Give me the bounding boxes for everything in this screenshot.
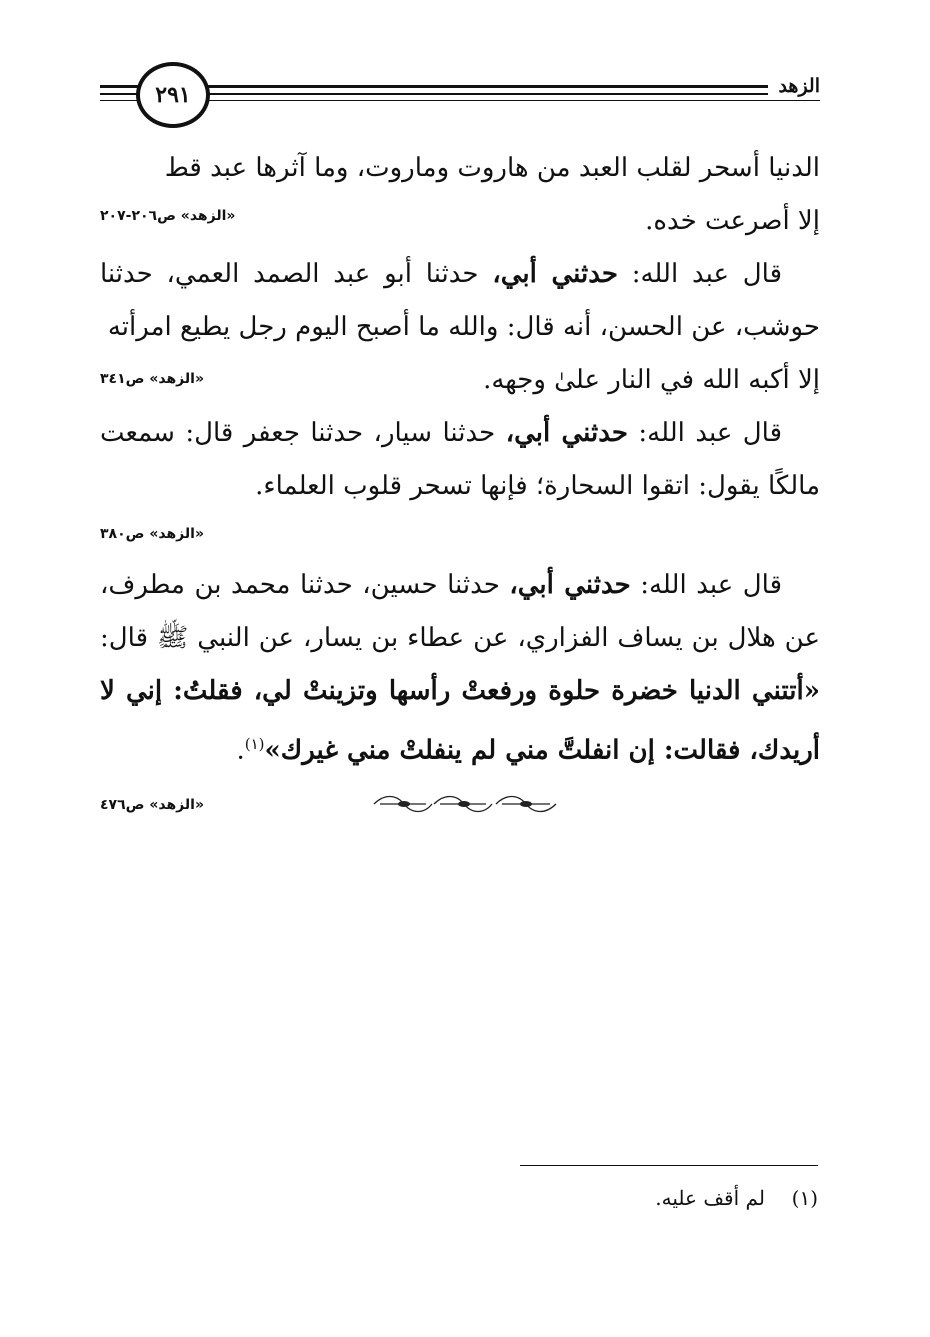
paragraph-2 <box>100 248 820 354</box>
hadith-quote: «أتتني الدنيا خضرة حلوة ورفعتْ رأسها وتزينتْ لي، فقلتُ: إني لا أريدك، فقالت: إن انفلتَّ مني لم ينفلتْ مني غيرك» <box>100 676 820 766</box>
page-header <box>100 60 820 130</box>
footnote-text: لم أقف عليه. <box>655 1186 765 1210</box>
footnote-separator <box>520 1165 818 1166</box>
narrator-prefix: قال عبد الله: <box>638 418 783 448</box>
source-reference: «الزهد» ص٣٤١ <box>100 371 204 387</box>
footnote-1 <box>655 1180 818 1216</box>
narrator-prefix: قال عبد الله: <box>640 570 783 600</box>
paragraph-3 <box>100 407 820 513</box>
paragraph-text: حدثنا أبو عبد الصمد العمي، حدثنا حوشب، عن الحسن، أنه قال: والله ما أصبح اليوم رجل يطيع امرأته <box>100 259 820 342</box>
paragraph-end-row <box>100 195 820 248</box>
paragraph-text: إلا أصرعت خده. <box>645 206 820 236</box>
sentence-end: . <box>236 735 245 766</box>
source-reference: «الزهد» ص٣٨٠ <box>100 526 204 542</box>
paragraph-text: إلا أكبه الله في النار علىٰ وجهه. <box>483 365 820 395</box>
ornament-divider <box>370 790 560 818</box>
narration-bold: حدثني أبي، <box>492 259 618 289</box>
narration-bold: حدثني أبي، <box>505 418 628 448</box>
page-number: ٢٩١ <box>136 62 210 128</box>
paragraph-1 <box>100 142 820 195</box>
source-reference: «الزهد» ص٢٠٦-٢٠٧ <box>100 208 236 224</box>
main-text <box>100 142 820 818</box>
chapter-title: الزهد <box>768 75 820 97</box>
paragraph-text: حدثنا سيار، حدثنا جعفر قال: سمعت مالكًا يقول: اتقوا السحارة؛ فإنها تسحر قلوب العلماء. <box>100 418 820 501</box>
paragraph-4 <box>100 559 820 778</box>
footnote-marker: (١) <box>791 1186 818 1210</box>
narrator-prefix: قال عبد الله: <box>631 259 783 289</box>
paragraph-text: حدثنا حسين، حدثنا محمد بن مطرف، عن هلال بن يساف الفزاري، عن عطاء بن يسار، عن النبي ﷺ قال: <box>100 570 820 653</box>
paragraph-end-row <box>100 354 820 407</box>
paragraph-text: الدنيا أسحر لقلب العبد من هاروت وماروت، وما آثرها عبد قط <box>164 153 820 183</box>
narration-bold: حدثني أبي، <box>509 570 631 600</box>
footnote-reference[interactable]: (١) <box>244 735 265 753</box>
source-reference: «الزهد» ص٤٧٦ <box>100 796 204 813</box>
